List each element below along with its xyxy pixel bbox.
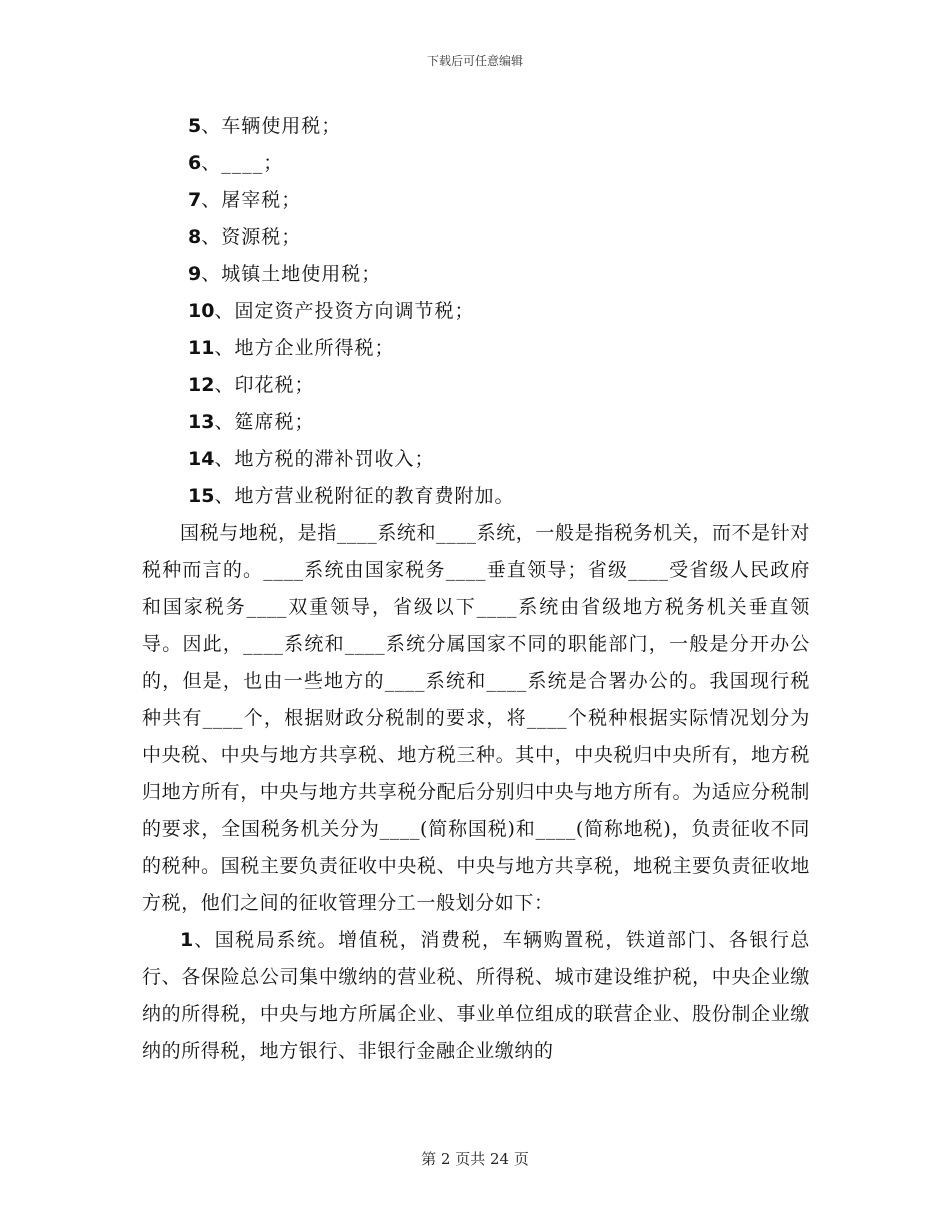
document-body [142,108,810,1070]
list-item-text: 、城镇土地使用税； [201,263,382,285]
paragraph-national-local-tax: 国税与地税，是指____系统和____系统，一般是指税务机关，而不是针对税种而言的。____系统由国家税务____垂直领导；省级____受省级人民政府和国家税务____双重领导，省级以下____系统由省级地方税务机关垂直领导。因此，____系统和____系统分属国家不同的职能部门，一般是分开办公的，但是，也由一些地方的____系统和____系统是合署办公的。我国现行税种共有____个，根据财政分税制的要求，将____个税种根据实际情况划分为中央税、中央与地方共享税、地方税三种。其中，中央税归中央所有，地方税归地方所有，中央与地方共享税分配后分别归中央与地方所有。为适应分税制的要求，全国税务机关分为____(简称国税)和____(简称地税)，负责征收不同的税种。国税主要负责征收中央税、中央与地方共享税，地税主要负责征收地方税，他们之间的征收管理分工一般划分如下： [142,522,810,914]
list-item [142,404,810,441]
header-note: 下载后可任意编辑 [426,54,523,68]
list-item-number: 11 [188,337,215,359]
list-item-text: 、筵席税； [214,411,315,433]
paragraph-national-tax-bureau [142,922,810,1070]
list-item [142,478,810,515]
list-item-number: 5 [188,115,202,137]
list-item-text: 、车辆使用税； [201,115,342,137]
list-item-text: 、地方营业税附征的教育费附加。 [214,485,515,507]
list-item-number: 7 [188,189,202,211]
list-item-number: 10 [188,300,215,322]
list-item-text: 、印花税； [214,374,315,396]
list-item [142,145,810,182]
list-item-number: 9 [188,263,202,285]
list-item-text: 、地方企业所得税； [214,337,395,359]
list-item [142,441,810,478]
list-item-number: 6 [188,152,202,174]
list-item [142,330,810,367]
list-item [142,182,810,219]
list-item [142,256,810,293]
list-item [142,108,810,145]
list-item-number: 14 [188,448,215,470]
list-item-text: 、____； [201,152,284,174]
list-item-number: 13 [188,411,215,433]
list-item-number: 15 [188,485,215,507]
list-item-text: 、屠宰税； [201,189,302,211]
list-item-text: 、地方税的滞补罚收入； [214,448,435,470]
list-item [142,293,810,330]
list-item-number: 12 [188,374,215,396]
paragraph-number: 1 [180,929,194,951]
tax-list [142,108,810,515]
list-item [142,367,810,404]
list-item-text: 、资源税； [201,226,302,248]
page-footer: 第 2 页共 24 页 [421,1150,529,1168]
list-item-number: 8 [188,226,202,248]
paragraph-text: 、国税局系统。增值税，消费税，车辆购置税，铁道部门、各银行总行、各保险总公司集中缴纳的营业税、所得税、城市建设维护税，中央企业缴纳的所得税，中央与地方所属企业、事业单位组成的联营企业、股份制企业缴纳的所得税，地方银行、非银行金融企业缴纳的 [142,929,810,1062]
list-item [142,219,810,256]
list-item-text: 、固定资产投资方向调节税； [214,300,475,322]
